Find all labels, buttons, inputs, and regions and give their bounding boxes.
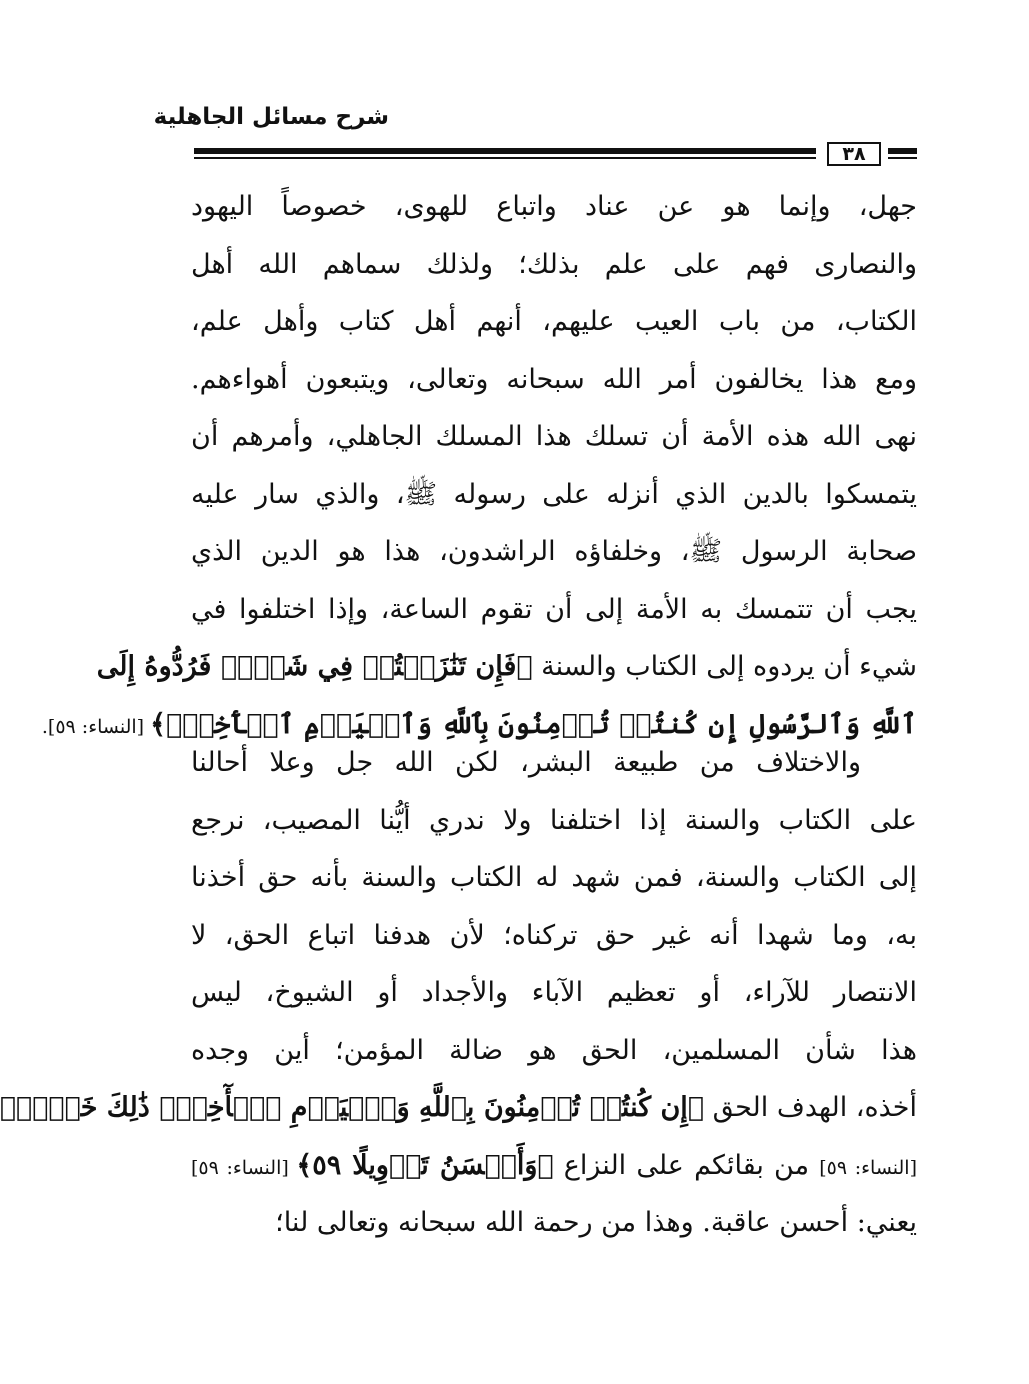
text-segment: أخذه، الهدف الحق [704,1092,917,1123]
quran-verse: ﴿فَإِن تَنَٰزَعۡتُمۡ فِي شَيۡءٖ فَرُدُّوهُ إِلَى [96,651,533,682]
text-segment: به، وما شهدا أنه غير حق تركناه؛ لأن هدفنا اتباع الحق، لا [191,919,917,951]
text-line [191,408,917,466]
text-line [191,1194,917,1252]
text-line [191,792,917,850]
verse-reference: [النساء: ٥٩] [191,1156,297,1179]
text-line [191,1137,917,1195]
quran-verse: ﴿إِن كُنتُمۡ تُؤۡمِنُونَ بِٱللَّهِ وَٱلۡيَوۡمِ ٱلۡأٓخِرِۚ ذَٰلِكَ خَيۡرٞ﴾ [0,1092,705,1123]
text-segment: يجب أن تتمسك به الأمة إلى أن تقوم الساعة، وإذا اختلفوا في [191,593,917,625]
text-segment: الكتاب، من باب العيب عليهم، أنهم أهل كتاب وأهل علم، [191,306,917,337]
text-line [191,236,917,294]
text-line [191,466,917,524]
text-segment: الانتصار للآراء، أو تعظيم الآباء والأجداد أو الشيوخ، ليس [191,977,917,1008]
verse-reference: [النساء: ٥٩] [819,1156,917,1179]
text-line [191,293,917,351]
text-line [191,178,917,236]
text-segment: إلى الكتاب والسنة، فمن شهد له الكتاب والسنة بأنه حق أخذنا [191,862,917,893]
verse-reference: [النساء: ٥٩]. [41,715,151,738]
text-line [191,734,917,792]
text-line [191,1022,917,1080]
header-rule-thin-line [194,157,816,159]
text-segment: شيء أن يردوه إلى الكتاب والسنة [532,651,917,682]
quran-verse: ٱللَّهِ وَٱلرَّسُولِ إِن كُنتُمۡ تُؤۡمِنُونَ بِٱللَّهِ وَٱلۡيَوۡمِ ٱلۡأٓخِرِۚ﴾ [150,708,917,740]
text-segment: نهى الله هذه الأمة أن تسلك هذا المسلك الجاهلي، وأمرهم أن [191,421,917,452]
header-rule-long [194,148,816,160]
running-title: شرح مسائل الجاهلية [153,104,389,130]
text-line [96,638,917,696]
header-rule-thick-line [194,148,816,154]
text-line [191,849,917,907]
text-segment: والاختلاف من طبيعة البشر، لكن الله جل وعلا أحالنا [191,747,861,778]
header-rule-short-thin-line [888,157,917,159]
header-rule [194,142,917,168]
quran-verse: ﴿وَأَحۡسَنُ تَأۡوِيلًا ٥٩﴾ [296,1149,554,1181]
paragraph-2 [0,734,917,1252]
text-segment: على الكتاب والسنة إذا اختلفنا ولا ندري أيُّنا المصيب، نرجع [191,804,917,836]
text-segment: والنصارى فهم على علم بذلك؛ ولذلك سماهم الله أهل [191,248,917,280]
text-line [191,907,917,965]
text-line [191,581,917,639]
header-rule-short-thick-line [888,148,917,154]
text-segment: هذا شأن المسلمين، الحق هو ضالة المؤمن؛ أين وجده [191,1034,917,1066]
paragraph-1 [41,178,917,753]
text-segment: جهل، وإنما هو عن عناد واتباع للهوى، خصوصاً اليهود [191,191,917,222]
page-number: ٣٨ [827,142,881,166]
text-line [0,1079,917,1137]
text-segment: يتمسكوا بالدين الذي أنزله على رسوله ﷺ، والذي سار عليه [191,478,917,510]
header-rule-short [888,148,917,160]
text-segment: يعني: أحسن عاقبة. وهذا من رحمة الله سبحانه وتعالى لنا؛ [275,1207,917,1238]
text-segment: صحابة الرسول ﷺ، وخلفاؤه الراشدون، هذا هو الدين الذي [191,536,917,567]
text-segment: من بقائكم على النزاع [553,1149,820,1181]
text-line [191,523,917,581]
text-line [191,351,917,409]
text-line [191,964,917,1022]
text-segment: ومع هذا يخالفون أمر الله سبحانه وتعالى، ويتبعون أهواءهم. [191,363,917,395]
